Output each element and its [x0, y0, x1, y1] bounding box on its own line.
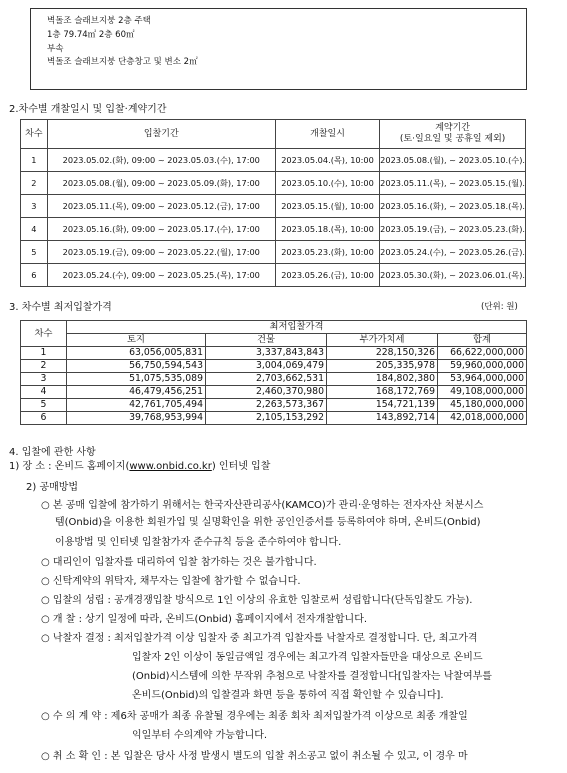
rule-item-winner-cont: 온비드(Onbid)의 입찰결과 화면 등을 통하여 직접 확인할 수 있습니다].	[132, 690, 444, 701]
cell-land: 42,761,705,494	[67, 399, 206, 412]
table-row	[21, 172, 526, 195]
rule-item-winner: ○ 낙찰자 결정 : 최저입찰가격 이상 입찰자 중 최고가격 입찰자를 낙찰자로 결정합니다. 단, 최고가격	[41, 633, 478, 644]
table-row	[21, 195, 526, 218]
rule-item-trustor: ○ 신탁계약의 위탁자, 채무자는 입찰에 참가할 수 없습니다.	[41, 576, 301, 587]
table-row	[21, 218, 526, 241]
cell-bid-period: 2023.05.16.(화), 09:00 ~ 2023.05.17.(수), 17:00	[47, 218, 275, 241]
header-building: 건물	[206, 334, 327, 347]
header-min-price: 최저입찰가격	[67, 321, 527, 334]
cell-building: 2,105,153,292	[206, 412, 327, 425]
table-subheader-row	[21, 334, 527, 347]
cell-building: 3,337,843,843	[206, 347, 327, 360]
cell-total: 49,108,000,000	[438, 386, 527, 399]
header-contract-period	[380, 120, 526, 149]
table-row	[21, 264, 526, 287]
table-row	[21, 399, 527, 412]
rule-item-cancellation: ○ 취 소 확 인 : 본 입찰은 당사 사정 발생시 별도의 입찰 취소공고 없이 취소될 수 있고, 이 경우 마	[41, 751, 468, 762]
cell-contract: 2023.05.11.(목), ~ 2023.05.15.(월).	[380, 172, 526, 195]
method-title: 2) 공매방법	[26, 482, 79, 493]
rule-item-agent: ○ 대리인이 입찰자를 대리하여 입찰 참가하는 것은 불가합니다.	[41, 557, 317, 568]
cell-round: 4	[21, 218, 48, 241]
cell-vat: 154,721,139	[327, 399, 438, 412]
cell-round: 3	[21, 195, 48, 218]
cell-total: 66,622,000,000	[438, 347, 527, 360]
cell-vat: 184,802,380	[327, 373, 438, 386]
header-round: 차수	[21, 120, 48, 149]
cell-round: 5	[21, 399, 67, 412]
table-row	[21, 347, 527, 360]
rule-item-private-contract-cont: 익일부터 수의계약 가능합니다.	[132, 730, 268, 741]
bid-place-prefix: 1) 장 소 : 온비드 홈페이지(	[9, 461, 130, 472]
table-row	[21, 386, 527, 399]
rule-item-private-contract: ○ 수 의 계 약 : 제6차 공매가 최종 유찰될 경우에는 최종 회차 최저입찰가격 이상으로 최종 개찰일	[41, 711, 468, 722]
cell-round: 4	[21, 386, 67, 399]
cell-bid-period: 2023.05.11.(목), 09:00 ~ 2023.05.12.(금), 17:00	[47, 195, 275, 218]
cell-round: 6	[21, 412, 67, 425]
table-header-row	[21, 120, 526, 149]
cell-contract: 2023.05.30.(화), ~ 2023.06.01.(목).	[380, 264, 526, 287]
rule-item-winner-cont: (Onbid)시스템에 의한 무작위 추첨으로 낙찰자를 결정합니다[입찰자는 낙찰여부를	[132, 671, 492, 682]
section2-title: 2.차수별 개찰일시 및 입찰·계약기간	[9, 104, 167, 115]
unit-label: (단위: 원)	[481, 302, 518, 312]
cell-land: 56,750,594,543	[67, 360, 206, 373]
cell-contract: 2023.05.16.(화), ~ 2023.05.18.(목).	[380, 195, 526, 218]
cell-contract: 2023.05.08.(월), ~ 2023.05.10.(수).	[380, 149, 526, 172]
section3-title: 3. 차수별 최저입찰가격	[9, 302, 112, 313]
cell-bid-period: 2023.05.08.(월), 09:00 ~ 2023.05.09.(화), 17:00	[47, 172, 275, 195]
header-contract-label: 계약기간	[435, 123, 470, 133]
description-line: 1층 79.74㎡ 2층 60㎡	[47, 30, 135, 40]
rule-item-participation-cont: 템(Onbid)을 이용한 회원가입 및 실명확인을 위한 공인인증서를 등록하여야 하며, 온비드(Onbid)	[55, 517, 481, 528]
cell-bid-period: 2023.05.24.(수), 09:00 ~ 2023.05.25.(목), 17:00	[47, 264, 275, 287]
description-line: 벽돌조 슬래브지붕 단층창고 및 변소 2㎡	[47, 57, 198, 67]
cell-land: 39,768,953,994	[67, 412, 206, 425]
cell-opening: 2023.05.18.(목), 10:00	[275, 218, 379, 241]
cell-opening: 2023.05.26.(금), 10:00	[275, 264, 379, 287]
description-line: 부속	[47, 44, 64, 54]
min-price-table	[20, 320, 527, 425]
bid-place-suffix: ) 인터넷 입찰	[211, 461, 271, 472]
table-row	[21, 149, 526, 172]
cell-total: 42,018,000,000	[438, 412, 527, 425]
rule-item-opening: ○ 개 찰 : 상기 일정에 따라, 온비드(Onbid) 홈페이지에서 전자개찰합니다.	[41, 614, 368, 625]
cell-opening: 2023.05.10.(수), 10:00	[275, 172, 379, 195]
header-bid-period: 입찰기간	[47, 120, 275, 149]
description-line: 벽돌조 슬래브지붕 2층 주택	[47, 16, 151, 26]
cell-total: 45,180,000,000	[438, 399, 527, 412]
onbid-link[interactable]: www.onbid.co.kr	[129, 461, 212, 472]
section4-title: 4. 입찰에 관한 사항	[9, 447, 96, 458]
rule-item-participation: ○ 본 공매 입찰에 참가하기 위해서는 한국자산관리공사(KAMCO)가 관리·운영하는 전자자산 처분시스	[41, 500, 484, 511]
rule-item-winner-cont: 입찰자 2인 이상이 동일금액일 경우에는 최고가격 입찰자들만을 대상으로 온비드	[132, 652, 483, 663]
table-row	[21, 412, 527, 425]
cell-land: 51,075,535,089	[67, 373, 206, 386]
cell-round: 2	[21, 360, 67, 373]
cell-vat: 168,172,769	[327, 386, 438, 399]
table-row	[21, 241, 526, 264]
header-land: 토지	[67, 334, 206, 347]
cell-round: 3	[21, 373, 67, 386]
cell-total: 53,964,000,000	[438, 373, 527, 386]
rule-item-participation-cont: 이용방법 및 인터넷 입찰참가자 준수규칙 등을 준수하여야 합니다.	[55, 537, 342, 548]
cell-opening: 2023.05.15.(월), 10:00	[275, 195, 379, 218]
header-round: 차수	[21, 321, 67, 347]
cell-round: 1	[21, 149, 48, 172]
header-total: 합계	[438, 334, 527, 347]
cell-bid-period: 2023.05.19.(금), 09:00 ~ 2023.05.22.(월), 17:00	[47, 241, 275, 264]
header-opening: 개찰일시	[275, 120, 379, 149]
rule-item-formation: ○ 입찰의 성립 : 공개경쟁입찰 방식으로 1인 이상의 유효한 입찰로써 성립합니다(단독입찰도 가능).	[41, 595, 473, 606]
table-row	[21, 373, 527, 386]
cell-opening: 2023.05.23.(화), 10:00	[275, 241, 379, 264]
cell-opening: 2023.05.04.(목), 10:00	[275, 149, 379, 172]
cell-contract: 2023.05.19.(금), ~ 2023.05.23.(화).	[380, 218, 526, 241]
cell-round: 2	[21, 172, 48, 195]
cell-vat: 228,150,326	[327, 347, 438, 360]
cell-land: 46,479,456,251	[67, 386, 206, 399]
property-description-box	[30, 8, 527, 90]
cell-building: 3,004,069,479	[206, 360, 327, 373]
header-contract-note: (토·일요일 및 공휴일 제외)	[399, 134, 506, 144]
cell-round: 1	[21, 347, 67, 360]
cell-total: 59,960,000,000	[438, 360, 527, 373]
cell-vat: 143,892,714	[327, 412, 438, 425]
cell-vat: 205,335,978	[327, 360, 438, 373]
header-vat: 부가가치세	[327, 334, 438, 347]
bid-place	[9, 460, 270, 473]
cell-round: 5	[21, 241, 48, 264]
cell-building: 2,263,573,367	[206, 399, 327, 412]
cell-contract: 2023.05.24.(수), ~ 2023.05.26.(금).	[380, 241, 526, 264]
cell-bid-period: 2023.05.02.(화), 09:00 ~ 2023.05.03.(수), 17:00	[47, 149, 275, 172]
table-row	[21, 360, 527, 373]
schedule-table	[20, 119, 526, 287]
cell-building: 2,460,370,980	[206, 386, 327, 399]
table-header-row	[21, 321, 527, 334]
cell-round: 6	[21, 264, 48, 287]
cell-building: 2,703,662,531	[206, 373, 327, 386]
cell-land: 63,056,005,831	[67, 347, 206, 360]
